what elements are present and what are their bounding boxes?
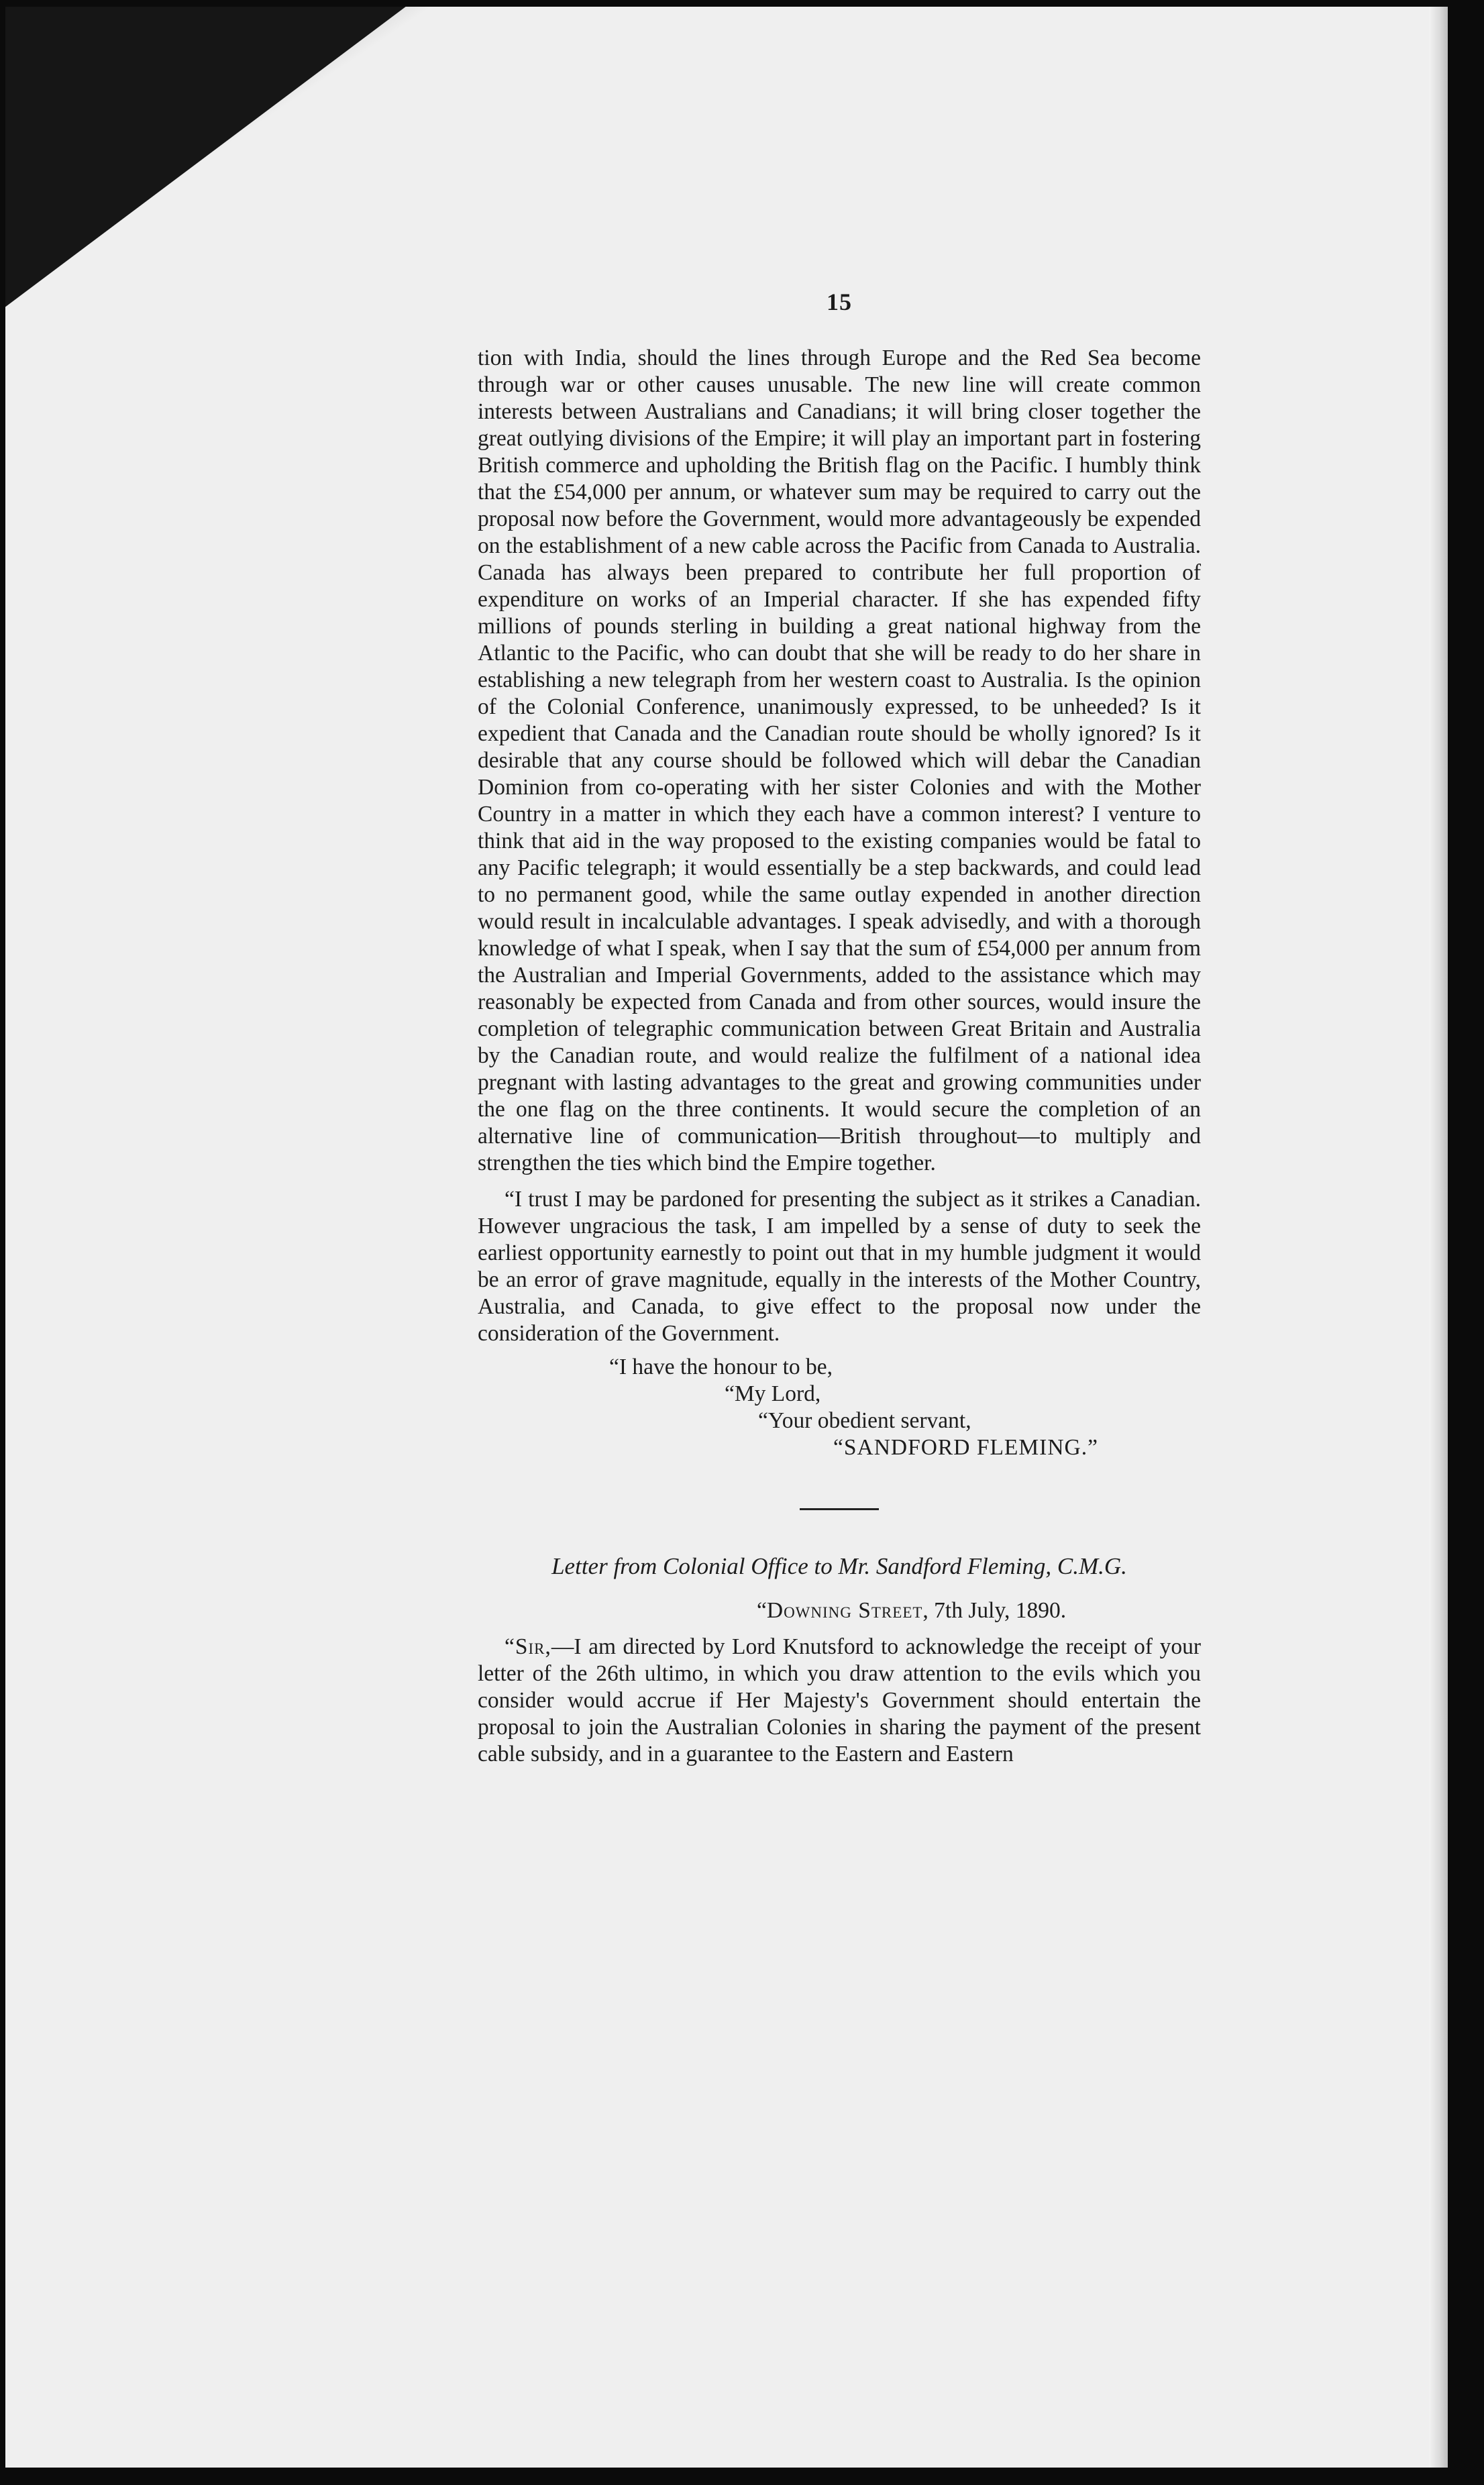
dateline-date: , 7th July, 1890. bbox=[922, 1598, 1067, 1623]
section-divider bbox=[800, 1508, 879, 1510]
paragraph-trust: “I trust I may be pardoned for presenting the subject as it strikes a Canadian. However ungracious the task, I am impelled by a sense of duty to seek the earliest opportunity earnestly to point out that in my humble judgment it would be an error of grave magnitude, equally in the interests of the Mother Country, Australia, and Canada, to give effect to the proposal now under the consideration of the Government. bbox=[478, 1187, 1201, 1346]
salutation: “Sir, bbox=[505, 1634, 551, 1659]
letter-dateline bbox=[478, 1597, 1201, 1624]
closing-my-lord: “My Lord, bbox=[725, 1381, 821, 1406]
reply-body: —I am directed by Lord Knutsford to acknowledge the receipt of your letter of the 26th ultimo, in which you draw attention to the evils which you consider would accrue if Her Majesty's Government should entertain the proposal to join the Australian Colonies in sharing the payment of the present cable subsidy, and in a guarantee to the Eastern and Eastern bbox=[478, 1634, 1201, 1766]
closing-honour: “I have the honour to be, bbox=[609, 1355, 833, 1379]
paragraph-reply bbox=[478, 1634, 1201, 1768]
dateline-open-quote: “ bbox=[757, 1598, 767, 1623]
letter-closing bbox=[478, 1354, 1201, 1461]
closing-obedient-servant: “Your obedient servant, bbox=[758, 1408, 971, 1433]
page-number: 15 bbox=[827, 288, 852, 315]
folded-corner bbox=[5, 7, 415, 322]
closing-signature: “SANDFORD FLEMING.” bbox=[833, 1435, 1098, 1460]
document-text-block bbox=[478, 288, 1201, 1768]
dateline-street: Downing Street bbox=[766, 1598, 923, 1623]
paragraph-continuation: tion with India, should the lines through Europe and the Red Sea become through war or other causes unusable. The new line will create common interests between Australians and Canadians; it will bring closer together the great outlying divisions of the Empire; it will play an important part in fostering British commerce and upholding the British flag on the Pacific. I humbly think that the £54,000 per annum, or whatever sum may be required to carry out the proposal now before the Government, would more advantageously be expended on the establishment of a new cable across the Pacific from Canada to Australia. Canada has always been prepared to contribute her full proportion of expenditure on works of an Imperial character. If she has expended fifty millions of pounds sterling in building a great national highway from the Atlantic to the Pacific, who can doubt that she will be ready to do her share in establishing a new telegraph from her western coast to Australia. Is the opinion of the Colonial Conference, unanimously expressed, to be unheeded? Is it expedient that Canada and the Canadian route should be wholly ignored? Is it desirable that any course should be followed which will debar the Canadian Dominion from co-operating with her sister Colonies and with the Mother Country in a matter in which they each have a common interest? I venture to think that aid in the way proposed to the existing companies would be fatal to any Pacific telegraph; it would essentially be a step backwards, and could lead to no permanent good, while the same outlay expended in another direction would result in incalculable advantages. I speak advisedly, and with a thorough knowledge of what I speak, when I say that the sum of £54,000 per annum from the Australian and Imperial Governments, added to the assistance which may reasonably be expected from Canada and from other sources, would insure the completion of telegraphic communication between Great Britain and Australia by the Canadian route, and would realize the fulfilment of a national idea pregnant with lasting advantages to the great and growing communities under the one flag on the three continents. It would secure the completion of an alternative line of communication—British throughout—to multiply and strengthen the ties which bind the Empire together. bbox=[478, 346, 1201, 1175]
letter-heading: Letter from Colonial Office to Mr. Sandford Fleming, C.M.G. bbox=[551, 1553, 1127, 1579]
page-edge-shadow bbox=[1429, 7, 1448, 2468]
